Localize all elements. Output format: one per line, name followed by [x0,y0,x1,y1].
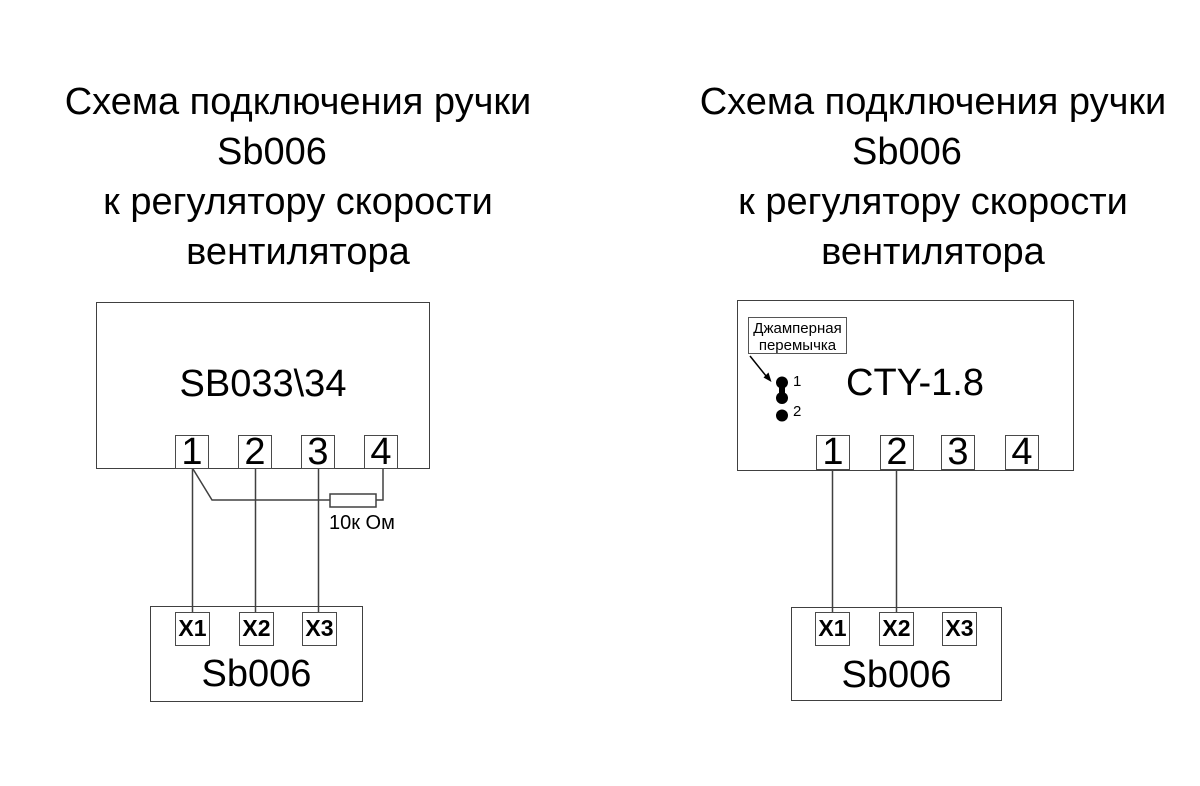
left-diagram-title [28,77,568,277]
handle-terminal-x1: X1 [175,612,210,646]
handle-terminal-x3: X3 [302,612,337,646]
left-handle-label: Sb006 [201,653,312,695]
terminal-box-4: 4 [1005,435,1039,470]
left-controller-label: SB033\34 [179,363,347,405]
terminal-box-1: 1 [175,435,209,469]
handle-terminal-x1: X1 [815,612,850,646]
handle-terminal-x2: X2 [879,612,914,646]
resistor-symbol [330,494,376,507]
jumper-callout-line: перемычка [758,337,837,354]
right-wires [833,469,897,614]
right-controller-label: CTY-1.8 [846,362,984,404]
terminal-box-3: 3 [301,435,335,469]
jumper-pin-label-1: 1 [793,373,802,390]
terminal-box-2: 2 [238,435,272,469]
resistor-link-wire [193,469,383,500]
terminal-box-1: 1 [816,435,850,470]
jumper-callout [748,317,847,354]
title-line: к регулятору скорости [738,181,1128,223]
jumper-callout-line: Джамперная [753,320,842,337]
terminal-box-4: 4 [364,435,398,469]
title-line: Схема подключения ручки [699,81,1167,123]
title-line: к регулятору скорости [103,181,493,223]
jumper-pin-label-2: 2 [793,403,802,420]
title-line: Sb006 [852,131,962,173]
right-handle-label: Sb006 [841,654,952,696]
handle-terminal-x3: X3 [942,612,977,646]
terminal-box-3: 3 [941,435,975,470]
handle-terminal-x2: X2 [239,612,274,646]
title-line: Sb006 [217,131,327,173]
title-line: вентилятора [186,231,410,273]
title-line: вентилятора [821,231,1045,273]
left-wires [193,468,384,613]
resistor-value-label: 10к Ом [329,512,395,534]
terminal-box-2: 2 [880,435,914,470]
title-line: Схема подключения ручки [64,81,532,123]
right-diagram-title [663,77,1200,277]
